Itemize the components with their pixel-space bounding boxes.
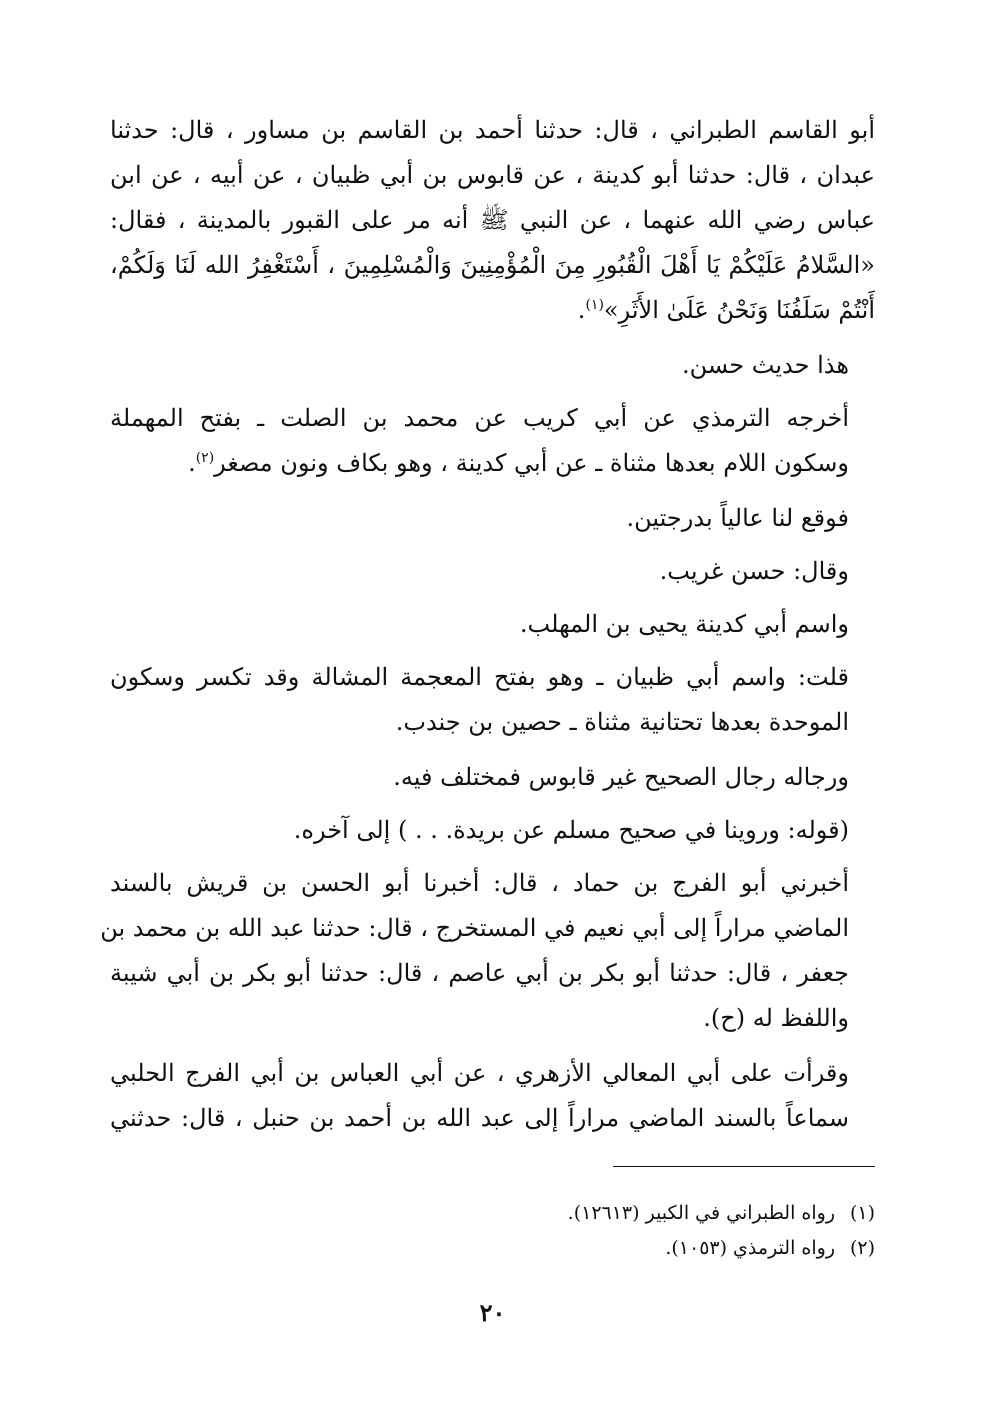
text-line: قلت: واسم أبي ظبيان ـ وهو بفتح المعجمة المشالة وقد تكسر وسكون [110,663,849,691]
short-line: وقال: حسن غريب. [659,557,849,585]
paragraph-qultu [110,655,875,745]
short-line: فوقع لنا عالياً بدرجتين. [626,504,849,532]
short-line: ورجاله رجال الصحيح غير قابوس فمختلف فيه. [393,763,849,791]
text-line: واللفظ له (ح). [703,1004,849,1032]
text-line: «السَّلامُ عَلَيْكُمْ يَا أَهْلَ الْقُبُورِ مِنَ الْمُؤْمِنِينَ وَالْمُسْلِمِينَ ، أَسْتَغْفِرُ الله لَنَا وَلَكُمْ، [110,251,875,279]
text-line: أخبرني أبو الفرج بن حماد ، قال: أخبرنا أبو الحسن بن قريش بالسند [110,869,849,897]
text-line [110,441,875,486]
paragraph-tirmidhi [110,396,875,486]
text-line: أبو القاسم الطبراني ، قال: حدثنا أحمد بن القاسم بن مساور ، قال: حدثنا [110,116,875,144]
footnote-item [110,1231,875,1266]
hadith-text: أَنْتُمْ سَلَفُنَا وَنَحْنُ عَلَىٰ الأَثَرِ» [603,296,875,324]
page-number: ٢٠ [479,1298,506,1327]
paragraph-isnad-abu-faraj [100,861,875,1041]
paragraph-isnad-azhari [110,1051,875,1141]
footnote-separator [613,1166,875,1167]
footnote-marker[interactable]: (١) [585,297,604,313]
footnote-text: رواه الطبراني في الكبير (١٢٦١٣). [567,1202,835,1224]
short-line: واسم أبي كدينة يحيى بن المهلب. [519,610,849,638]
footnote-marker[interactable]: (٢) [195,450,215,466]
text-line: أخرجه الترمذي عن أبي كريب عن محمد بن الصلت ـ بفتح المهملة [110,404,850,432]
footnote-text: رواه الترمذي (١٠٥٣). [665,1237,835,1259]
text-line: الماضي مراراً إلى أبي نعيم في المستخرج ، قال: حدثنا عبد الله بن محمد بن [100,914,849,942]
footnote-item [110,1196,875,1231]
text-line [110,288,875,333]
footnotes [110,1196,875,1266]
text-line: الموحدة بعدها تحتانية مثناة ـ حصين بن جندب. [395,708,849,736]
hadith-grade: هذا حديث حسن. [681,351,849,379]
sentence-end: . [188,449,196,477]
footnote-number: (٢) [849,1237,875,1259]
quote-heading: (قوله: وروينا في صحيح مسلم عن بريدة. . . ) إلى آخره. [293,816,849,844]
footnote-number: (١) [849,1202,875,1224]
paragraph-isnad-tabarani [110,108,875,333]
text-line: جعفر ، قال: حدثنا أبو بكر بن أبي عاصم ، قال: حدثنا أبو بكر بن أبي شيبة [110,959,849,987]
main-text [100,108,875,1151]
text-line: وقرأت على أبي المعالي الأزهري ، عن أبي العباس بن أبي الفرج الحلبي [110,1059,849,1087]
text-segment: وسكون اللام بعدها مثناة ـ عن أبي كدينة ، وهو بكاف ونون مصغر [214,449,849,477]
text-line: عبدان ، قال: حدثنا أبو كدينة ، عن قابوس بن أبي ظبيان ، عن أبيه ، عن ابن [110,161,875,189]
text-line: سماعاً بالسند الماضي مراراً إلى عبد الله بن أحمد بن حنبل ، قال: حدثني [110,1104,849,1132]
text-line: عباس رضي الله عنهما ، عن النبي ﷺ أنه مر على القبور بالمدينة ، فقال: [110,206,875,234]
sentence-end: . [577,296,586,324]
